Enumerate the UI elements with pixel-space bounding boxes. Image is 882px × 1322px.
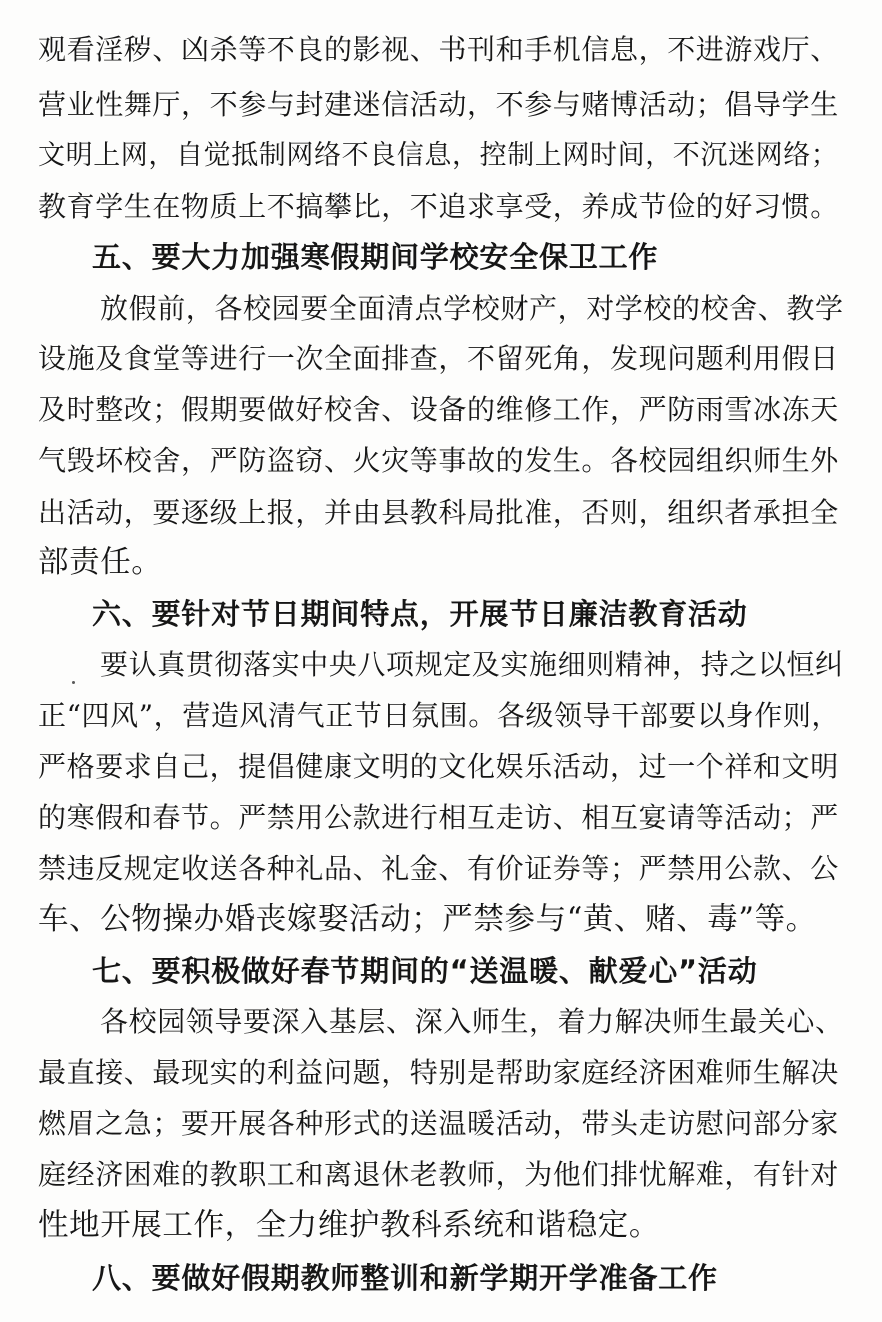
body-line: 及时整改；假期要做好校舍、设备的维修工作，严防雨雪冰冻天: [38, 393, 839, 426]
body-line: 部责任。: [38, 545, 163, 580]
body-line: 营业性舞厅，不参与封建迷信活动，不参与赌博活动；倡导学生: [38, 88, 839, 121]
section-heading-5: 五、要大力加强寒假期间学校安全保卫工作: [92, 240, 659, 274]
body-line: 禁违反规定收送各种礼品、礼金、有价证券等；严禁用公款、公: [38, 852, 839, 885]
scan-speck: [72, 681, 75, 684]
body-line: 观看淫秽、凶杀等不良的影视、书刊和手机信息，不进游戏厅、: [38, 33, 839, 66]
paragraph-first-line: 放假前，各校园要全面清点学校财产，对学校的校舍、教学: [100, 292, 844, 325]
body-line: 车、公物操办婚丧嫁娶活动；严禁参与“黄、赌、毒”等。: [38, 902, 817, 937]
section-heading-8: 八、要做好假期教师整训和新学期开学准备工作: [92, 1261, 718, 1295]
body-line: 出活动，要逐级上报，并由县教科局批准，否则，组织者承担全: [38, 496, 839, 529]
body-line: 庭经济困难的教职工和离退休老教师，为他们排忧解难，有针对: [38, 1158, 839, 1191]
body-line: 严格要求自己，提倡健康文明的文化娱乐活动，过一个祥和文明: [38, 750, 839, 783]
body-line: 的寒假和春节。严禁用公款进行相互走访、相互宴请等活动；严: [38, 801, 839, 834]
body-line: 文明上网，自觉抵制网络不良信息，控制上网时间，不沉迷网络；: [38, 140, 839, 171]
paragraph-first-line: 要认真贯彻落实中央八项规定及实施细则精神，持之以恒纠: [100, 648, 844, 681]
body-line: 性地开展工作，全力维护教科系统和谐稳定。: [38, 1208, 660, 1243]
section-heading-7: 七、要积极做好春节期间的“送温暖、献爱心”活动: [92, 954, 758, 988]
section-heading-6: 六、要针对节日期间特点，开展节日廉洁教育活动: [92, 597, 748, 631]
body-line: 最直接、最现实的利益问题，特别是帮助家庭经济困难师生解决: [38, 1056, 839, 1089]
body-line: 燃眉之急；要开展各种形式的送温暖活动，带头走访慰问部分家: [38, 1107, 839, 1140]
body-line: 气毁坏校舍，严防盗窃、火灾等事故的发生。各校园组织师生外: [38, 444, 839, 477]
paragraph-first-line: 各校园领导要深入基层、深入师生，着力解决师生最关心、: [100, 1005, 844, 1038]
body-line: 正“四风”，营造风清气正节日氛围。各级领导干部要以身作则，: [38, 699, 841, 732]
body-line: 教育学生在物质上不搞攀比，不追求享受，养成节俭的好习惯。: [38, 190, 839, 223]
body-line: 设施及食堂等进行一次全面排查，不留死角，发现问题利用假日: [38, 342, 839, 375]
